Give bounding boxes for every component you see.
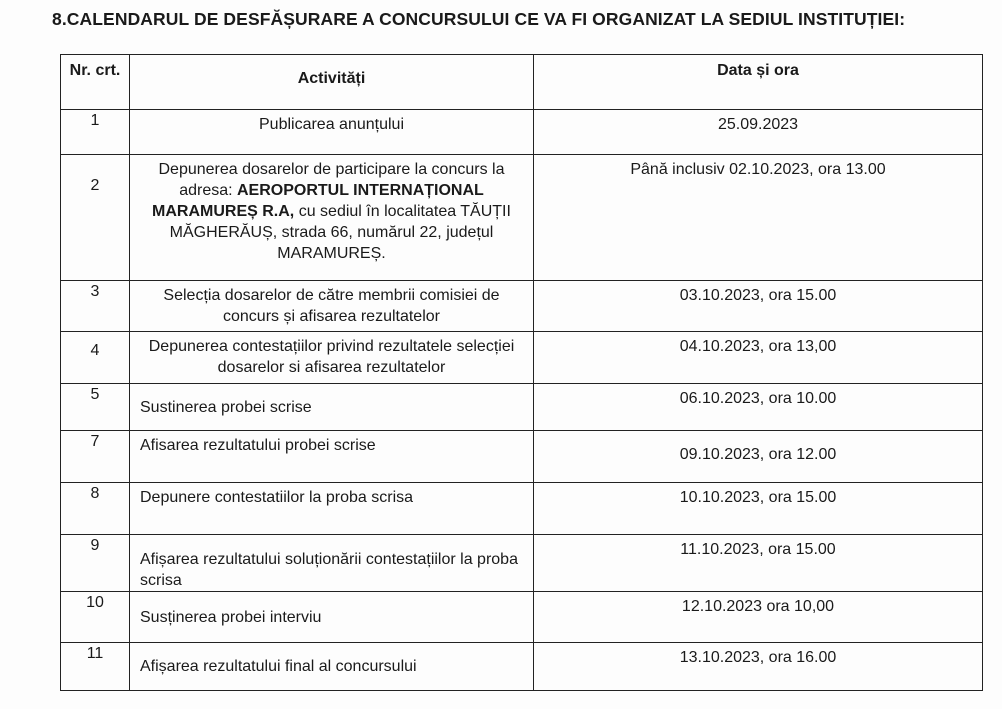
section-heading: 8.CALENDARUL DE DESFĂȘURARE A CONCURSULUI CE VA FI ORGANIZAT LA SEDIUL INSTITUȚIEI: bbox=[52, 9, 906, 29]
table-row bbox=[61, 431, 983, 483]
row-date: Până inclusiv 02.10.2023, ora 13.00 bbox=[534, 155, 983, 281]
row-date: 06.10.2023, ora 10.00 bbox=[534, 384, 983, 431]
row-nr: 1 bbox=[61, 110, 130, 155]
row-nr: 5 bbox=[61, 384, 130, 431]
row-activity: Depunerea contestațiilor privind rezultatele selecției dosarelor si afisarea rezultatelor bbox=[130, 332, 534, 384]
row-nr: 11 bbox=[61, 643, 130, 691]
table-row bbox=[61, 592, 983, 643]
row-activity: Selecția dosarelor de către membrii comisiei de concurs și afisarea rezultatelor bbox=[130, 281, 534, 332]
row-date: 13.10.2023, ora 16.00 bbox=[534, 643, 983, 691]
row-activity: Sustinerea probei scrise bbox=[130, 384, 534, 431]
table-header-row bbox=[61, 55, 983, 110]
header-nr: Nr. crt. bbox=[61, 55, 130, 110]
activity-bold-address: AEROPORTUL INTERNAȚIONAL MARAMUREȘ R.A, bbox=[152, 182, 484, 220]
row-activity bbox=[130, 155, 534, 281]
row-nr: 3 bbox=[61, 281, 130, 332]
table-row bbox=[61, 155, 983, 281]
header-date: Data și ora bbox=[534, 55, 983, 110]
row-nr: 10 bbox=[61, 592, 130, 643]
row-nr: 9 bbox=[61, 535, 130, 592]
row-nr: 2 bbox=[61, 155, 130, 281]
row-date: 11.10.2023, ora 15.00 bbox=[534, 535, 983, 592]
header-activity: Activități bbox=[130, 55, 534, 110]
row-activity: Afisarea rezultatului probei scrise bbox=[130, 431, 534, 483]
row-date: 12.10.2023 ora 10,00 bbox=[534, 592, 983, 643]
table-row bbox=[61, 535, 983, 592]
row-date: 09.10.2023, ora 12.00 bbox=[534, 431, 983, 483]
table-row bbox=[61, 332, 983, 384]
row-nr: 7 bbox=[61, 431, 130, 483]
row-activity: Afișarea rezultatului final al concursului bbox=[130, 643, 534, 691]
schedule-table bbox=[60, 54, 983, 691]
table-row bbox=[61, 384, 983, 431]
row-activity: Depunere contestatiilor la proba scrisa bbox=[130, 483, 534, 535]
row-date: 04.10.2023, ora 13,00 bbox=[534, 332, 983, 384]
row-activity: Susținerea probei interviu bbox=[130, 592, 534, 643]
table-row bbox=[61, 483, 983, 535]
row-date: 03.10.2023, ora 15.00 bbox=[534, 281, 983, 332]
activity-text-part: cu sediul în localitatea TĂUȚII MĂGHERĂUȘ, strada 66, numărul 22, județul MARAMUREȘ. bbox=[169, 203, 511, 262]
activity-text-part: Depunerea dosarelor de participare la concurs la adresa: bbox=[158, 161, 505, 199]
table-row bbox=[61, 110, 983, 155]
row-activity: Publicarea anunțului bbox=[130, 110, 534, 155]
table-row bbox=[61, 281, 983, 332]
row-activity: Afișarea rezultatului soluționării contestațiilor la proba scrisa bbox=[130, 535, 534, 592]
table-row bbox=[61, 643, 983, 691]
row-date: 10.10.2023, ora 15.00 bbox=[534, 483, 983, 535]
row-nr: 4 bbox=[61, 332, 130, 384]
row-date: 25.09.2023 bbox=[534, 110, 983, 155]
row-nr: 8 bbox=[61, 483, 130, 535]
